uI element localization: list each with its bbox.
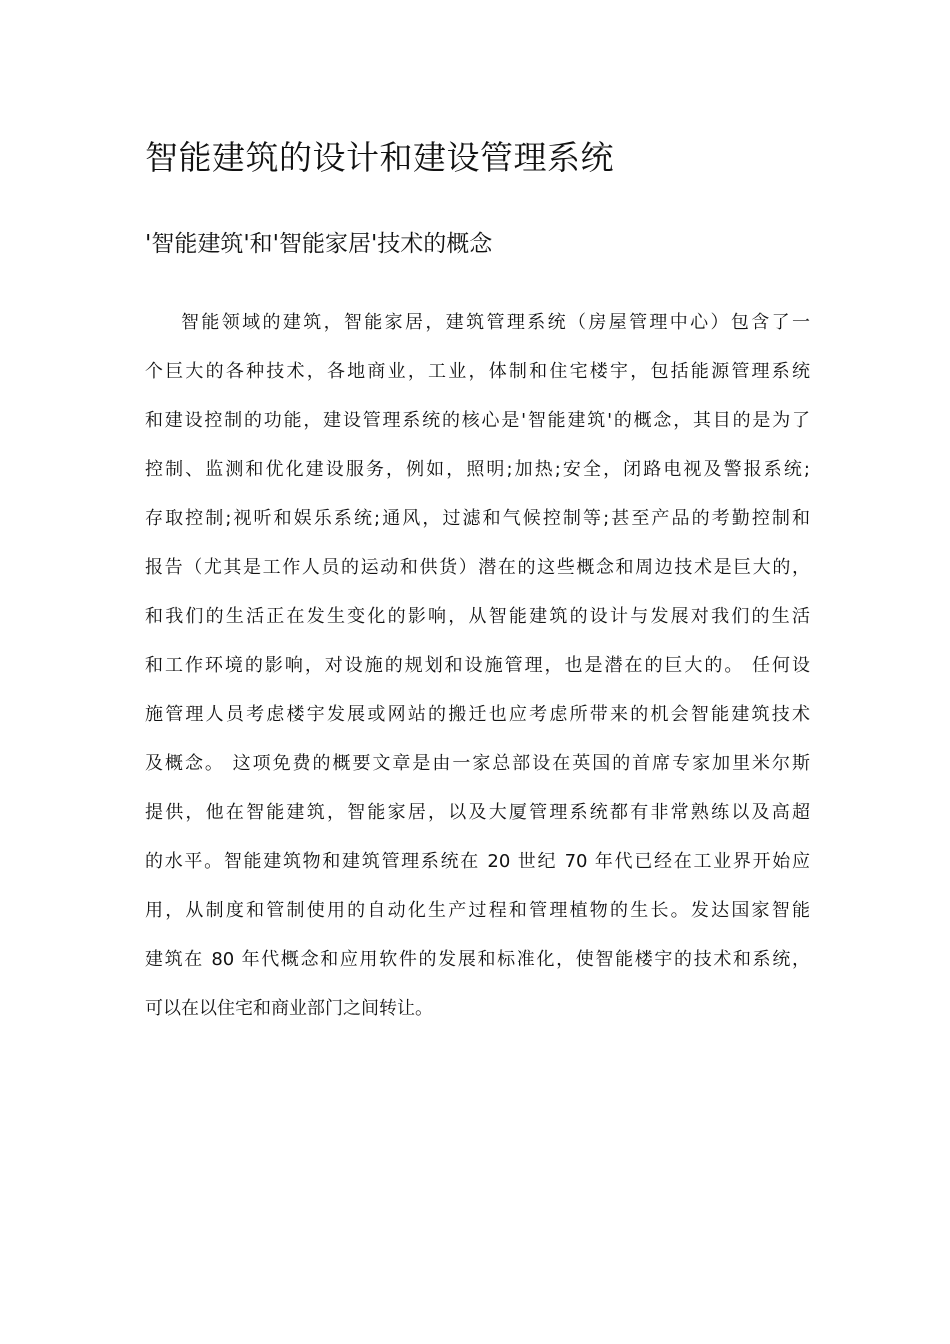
paragraph-line: 用，从制度和管制使用的自动化生产过程和管理植物的生长。发达国家智能 <box>145 900 810 921</box>
body-paragraph <box>145 308 810 1043</box>
section-heading: '智能建筑'和'智能家居'技术的概念 <box>145 231 493 257</box>
paragraph-line: 智能领域的建筑，智能家居，建筑管理系统（房屋管理中心）包含了一 <box>181 312 810 333</box>
paragraph-line: 施管理人员考虑楼宇发展或网站的搬迁也应考虑所带来的机会智能建筑技术 <box>145 704 810 725</box>
paragraph-line: 和建设控制的功能，建设管理系统的核心是'智能建筑'的概念，其目的是为了 <box>145 410 810 431</box>
paragraph-line: 和我们的生活正在发生变化的影响，从智能建筑的设计与发展对我们的生活 <box>145 606 810 627</box>
document-title: 智能建筑的设计和建设管理系统 <box>145 138 614 177</box>
paragraph-line: 及概念。 这项免费的概要文章是由一家总部设在英国的首席专家加里米尔斯 <box>145 753 810 774</box>
paragraph-line: 可以在以住宅和商业部门之间转让。 <box>145 998 433 1019</box>
paragraph-line: 报告（尤其是工作人员的运动和供货）潜在的这些概念和周边技术是巨大的， <box>145 557 810 578</box>
paragraph-line: 的水平。智能建筑物和建筑管理系统在 20 世纪 70 年代已经在工业界开始应 <box>145 851 810 872</box>
paragraph-line: 和工作环境的影响，对设施的规划和设施管理，也是潜在的巨大的。 任何设 <box>145 655 810 676</box>
paragraph-line: 存取控制;视听和娱乐系统;通风，过滤和气候控制等;甚至产品的考勤控制和 <box>145 508 810 529</box>
paragraph-line: 个巨大的各种技术，各地商业，工业，体制和住宅楼宇，包括能源管理系统 <box>145 361 810 382</box>
paragraph-line: 提供，他在智能建筑，智能家居，以及大厦管理系统都有非常熟练以及高超 <box>145 802 810 823</box>
paragraph-line: 建筑在 80 年代概念和应用软件的发展和标准化，使智能楼宇的技术和系统， <box>145 949 810 970</box>
paragraph-line: 控制、监测和优化建设服务，例如，照明;加热;安全，闭路电视及警报系统; <box>145 459 810 480</box>
